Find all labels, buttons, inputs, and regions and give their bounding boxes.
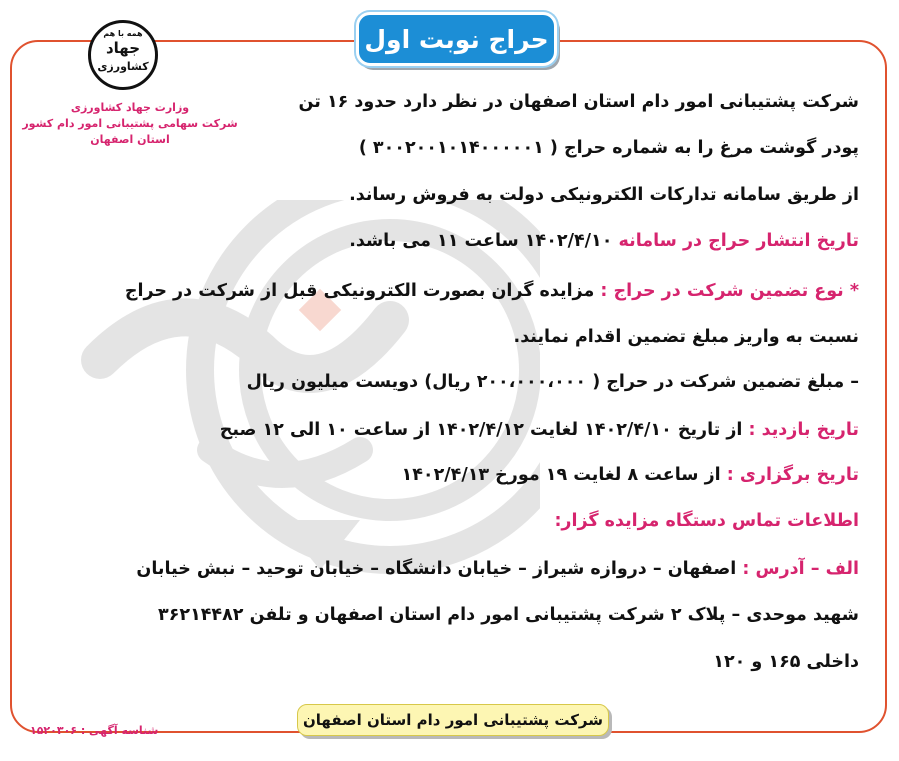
guarantee-amount-line: – مبلغ تضمین شرکت در حراج ( ۲۰۰،۰۰۰،۰۰۰ ریال) دویست میلیون ریال	[246, 372, 859, 392]
guarantee-label: * نوع تضمین شرکت در حراج :	[600, 281, 859, 301]
guarantee-text: مزایده گران بصورت الکترونیکی قبل از شرکت در حراج	[124, 281, 595, 301]
org-company: شرکت سهامی پشتیبانی امور دام کشور	[22, 117, 238, 130]
org-ministry: وزارت جهاد کشاورزی	[70, 101, 190, 114]
contact-heading: اطلاعات تماس دستگاه مزایده گزار:	[554, 511, 859, 531]
hezare-watermark-icon	[60, 200, 540, 620]
address-line-3: داخلی ۱۶۵ و ۱۲۰	[713, 652, 859, 672]
publish-date-line	[19, 231, 859, 251]
address-line-1	[19, 559, 859, 579]
page-title: حراج نوبت اول	[364, 24, 549, 54]
guarantee-line-2: نسبت به واریز مبلغ تضمین اقدام نمایند.	[513, 327, 859, 347]
intro-line-1: شرکت پشتیبانی امور دام استان اصفهان در نظر دارد حدود ۱۶ تن	[298, 92, 859, 112]
logo-slogan: همه با هم	[103, 29, 143, 38]
footer-company-banner	[297, 704, 609, 736]
visit-date-line	[19, 420, 859, 440]
publish-date-value: ۱۴۰۲/۴/۱۰ ساعت ۱۱ می باشد.	[349, 231, 613, 251]
visit-date-label: تاریخ بازدید :	[748, 420, 859, 440]
address-text: اصفهان – دروازه شیراز – خیابان دانشگاه – خیابان توحید – نبش خیابان	[136, 559, 737, 579]
address-label: الف – آدرس :	[742, 559, 859, 579]
guarantee-line-1	[19, 281, 859, 301]
held-date-line	[19, 465, 859, 485]
org-province: استان اصفهان	[90, 133, 170, 146]
held-date-label: تاریخ برگزاری :	[726, 465, 859, 485]
auction-title-banner	[356, 12, 557, 66]
intro-line-2: پودر گوشت مرغ را به شماره حراج ( ۳۰۰۲۰۰۱۰۱۴۰۰۰۰۰۱ )	[358, 138, 859, 158]
held-date-value: از ساعت ۸ لغایت ۱۹ مورخ ۱۴۰۲/۴/۱۳	[401, 465, 721, 485]
intro-line-3: از طریق سامانه تدارکات الکترونیکی دولت به فروش رساند.	[349, 185, 859, 205]
footer-company-name: شرکت پشتیبانی امور دام استان اصفهان	[302, 711, 604, 729]
logo-word-jahad: جهاد	[105, 39, 141, 57]
logo-word-keshavarzi: کشاورزی	[97, 60, 149, 73]
address-line-2: شهید موحدی – پلاک ۲ شرکت پشتیبانی امور دام استان اصفهان و تلفن ۳۶۲۱۴۴۸۲	[158, 605, 859, 625]
jahad-keshavarzi-logo	[88, 20, 158, 90]
publish-date-label: تاریخ انتشار حراج در سامانه	[618, 231, 859, 251]
ad-identifier: شناسه آگهی : ۱۵۲۰۳۰۶	[30, 724, 159, 737]
visit-date-value: از تاریخ ۱۴۰۲/۴/۱۰ لغایت ۱۴۰۲/۴/۱۲ از ساعت ۱۰ الی ۱۲ صبح	[219, 420, 743, 440]
